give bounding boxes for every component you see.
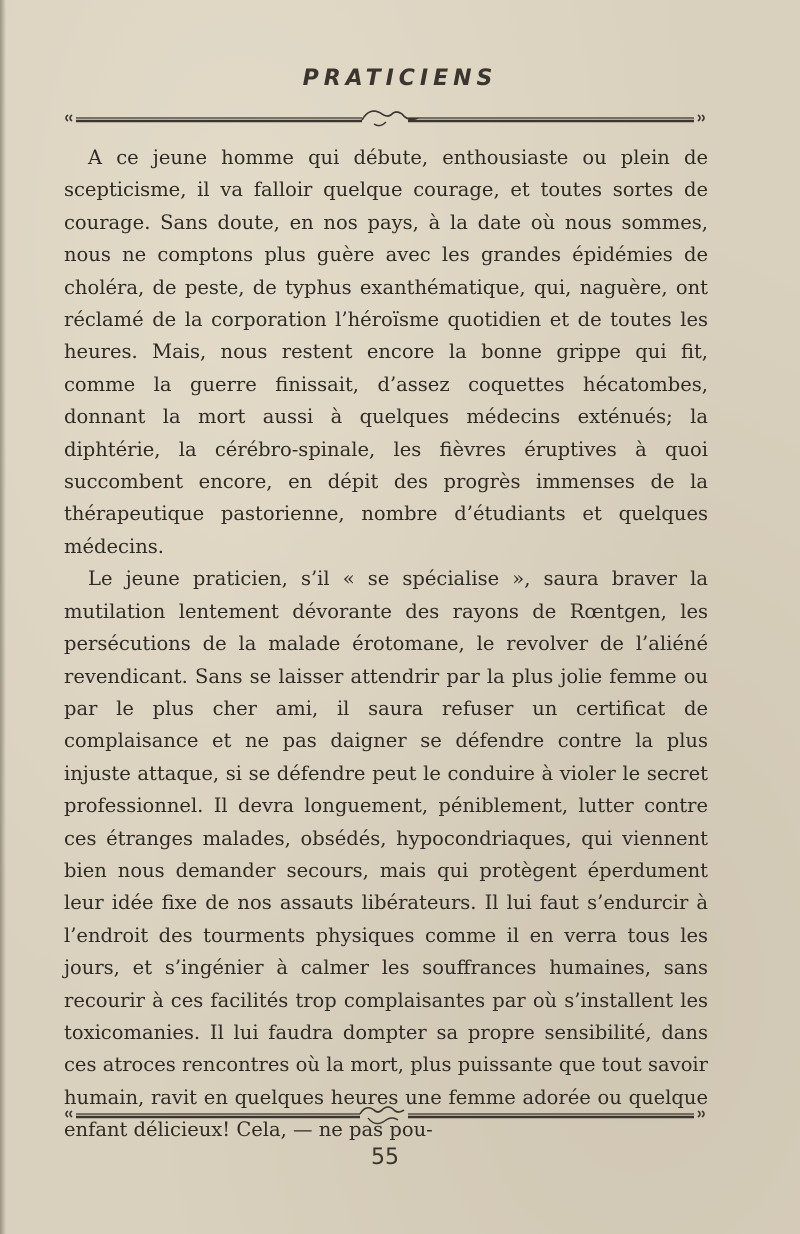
running-title: PRATICIENS [302, 66, 498, 91]
header-rule-ornament [62, 106, 712, 130]
paragraph-1: A ce jeune homme qui débute, enthousiaste ou plein de scepticisme, il va falloir quelque courage, et toutes sortes de courage. Sans doute, en nos pays, à la date où nous sommes, nous ne comptons plus guère avec les grandes épidémies de choléra, de peste, de typhus exanthématique, qui, naguère, ont réclamé de la corporation l’héroïsme quotidien et de toutes les heures. Mais, nous restent encore la bonne grippe qui fit, comme la guerre finissait, d’assez coquettes hécatombes, donnant la mort aussi à quelques médecins exténués; la diphtérie, la cérébro-spinale, les fièvres éruptives à quoi succombent encore, en dépit des progrès immenses de la thérapeutique pastorienne, nombre d’étudiants et quelques médecins. [64, 146, 708, 558]
page-left-edge [0, 0, 6, 1234]
body-text [64, 142, 708, 1147]
page-number: 55 [371, 1145, 399, 1170]
paragraph-2: Le jeune praticien, s’il « se spécialise », saura braver la mutilation lentement dévorante des rayons de Rœntgen, les persécutions de la malade érotomane, le revolver de l’aliéné revendicant. Sans se laisser attendrir par la plus jolie femme ou par le plus cher ami, il saura refuser un certificat de complaisance et ne pas daigner se défendre contre la plus injuste attaque, si se défendre peut le conduire à violer le secret professionnel. Il devra longuement, péniblement, lutter contre ces étranges malades, obsédés, hypocondriaques, qui viennent bien nous demander secours, mais qui protègent éperdument leur idée fixe de nos assauts libérateurs. Il lui faut s’endurcir à l’endroit des tourments physiques comme il en verra tous les jours, et s’ingénier à calmer les souffrances humaines, sans recourir à ces facilités trop complaisantes par où s’installent les toxicomanies. Il lui faudra dompter sa propre sensibilité, dans ces atroces rencontres où la mort, plus puissante que tout savoir humain, ravit en quelques heures une femme adorée ou quelque enfant délicieux! Cela, — ne pas pou- [64, 567, 708, 1142]
page-header [0, 66, 800, 91]
footer-rule-ornament [62, 1102, 712, 1126]
